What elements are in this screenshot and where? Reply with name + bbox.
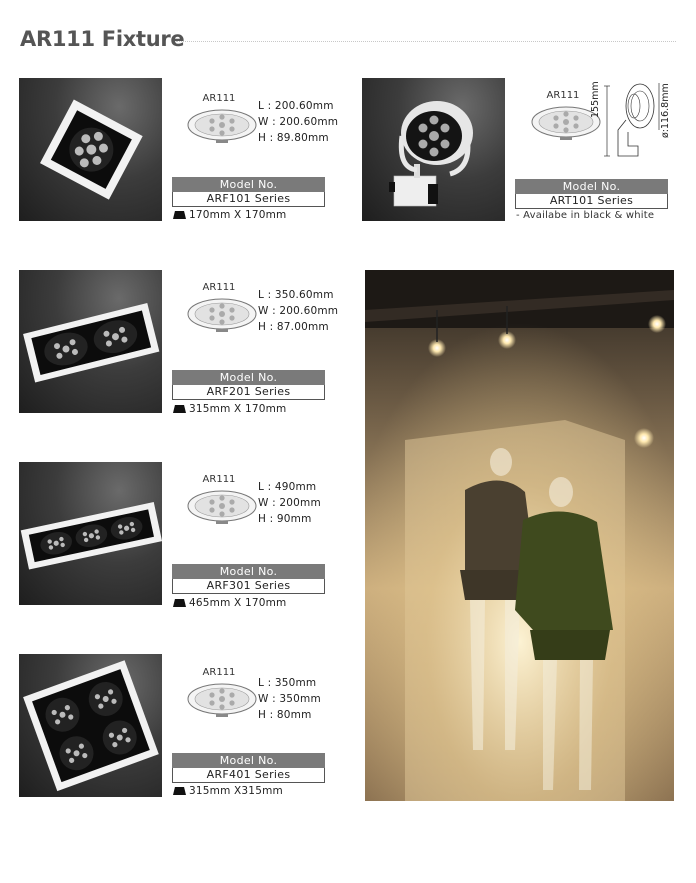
model-box-arf301 — [172, 564, 325, 594]
model-box-arf201 — [172, 370, 325, 400]
dim-width: W : 350mm — [258, 693, 321, 705]
model-header: Model No. — [172, 177, 325, 192]
model-box-arf401 — [172, 753, 325, 783]
lamp-label: AR111 — [202, 667, 236, 678]
model-header: Model No. — [172, 753, 325, 768]
dim-height: H : 90mm — [258, 513, 312, 525]
model-header: Model No. — [172, 564, 325, 579]
model-name: ARF201 Series — [172, 385, 325, 400]
cutout-size-arf101 — [173, 209, 286, 221]
product-photo-arf201 — [19, 270, 162, 413]
dim-width: W : 200.60mm — [258, 116, 339, 128]
dimensions-arf301 — [258, 479, 321, 527]
ar111-lamp-icon — [186, 296, 258, 332]
cutout-size-text: 170mm X 170mm — [189, 209, 287, 221]
dim-length: L : 350mm — [258, 677, 317, 689]
cutout-icon — [173, 211, 186, 219]
product-photo-arf401 — [19, 654, 162, 797]
cutout-size-text: 465mm X 170mm — [189, 597, 287, 609]
dimensions-arf201 — [258, 287, 338, 335]
height-dimension: 155mm — [590, 81, 601, 118]
lamp-label: AR111 — [202, 282, 236, 293]
title-divider — [176, 41, 676, 42]
cutout-size-text: 315mm X 170mm — [189, 403, 287, 415]
dim-length: L : 490mm — [258, 481, 317, 493]
cutout-icon — [173, 405, 186, 413]
dim-width: W : 200.60mm — [258, 305, 339, 317]
model-box-art101 — [515, 179, 668, 209]
dim-length: L : 350.60mm — [258, 289, 334, 301]
lamp-label: AR111 — [202, 93, 236, 104]
dimensions-arf101 — [258, 98, 338, 146]
dimensions-arf401 — [258, 675, 321, 723]
lamp-label: AR111 — [546, 90, 580, 101]
dim-width: W : 200mm — [258, 497, 321, 509]
cutout-icon — [173, 787, 186, 795]
product-photo-art101 — [362, 78, 505, 221]
dim-height: H : 89.80mm — [258, 132, 329, 144]
cutout-size-text: 315mm X315mm — [189, 785, 283, 797]
page-title: AR111 Fixture — [20, 27, 185, 51]
cutout-size-arf301 — [173, 597, 286, 609]
cutout-size-arf401 — [173, 785, 283, 797]
diameter-dimension: ø:116.8mm — [660, 83, 671, 138]
cutout-icon — [173, 599, 186, 607]
model-header: Model No. — [172, 370, 325, 385]
model-name: ARF301 Series — [172, 579, 325, 594]
track-dimension-drawing — [604, 80, 666, 164]
ar111-lamp-icon — [186, 681, 258, 717]
dim-length: L : 200.60mm — [258, 100, 334, 112]
model-header: Model No. — [515, 179, 668, 194]
cutout-size-arf201 — [173, 403, 286, 415]
product-photo-arf301 — [19, 462, 162, 605]
model-box-arf101 — [172, 177, 325, 207]
dim-height: H : 87.00mm — [258, 321, 329, 333]
model-name: ART101 Series — [515, 194, 668, 209]
lamp-label: AR111 — [202, 474, 236, 485]
model-name: ARF401 Series — [172, 768, 325, 783]
showroom-photo — [365, 270, 674, 801]
dim-height: H : 80mm — [258, 709, 312, 721]
ar111-lamp-icon — [186, 107, 258, 143]
model-name: ARF101 Series — [172, 192, 325, 207]
ar111-lamp-icon — [186, 488, 258, 524]
product-photo-arf101 — [19, 78, 162, 221]
color-availability-note: - Availabe in black & white — [516, 210, 655, 221]
